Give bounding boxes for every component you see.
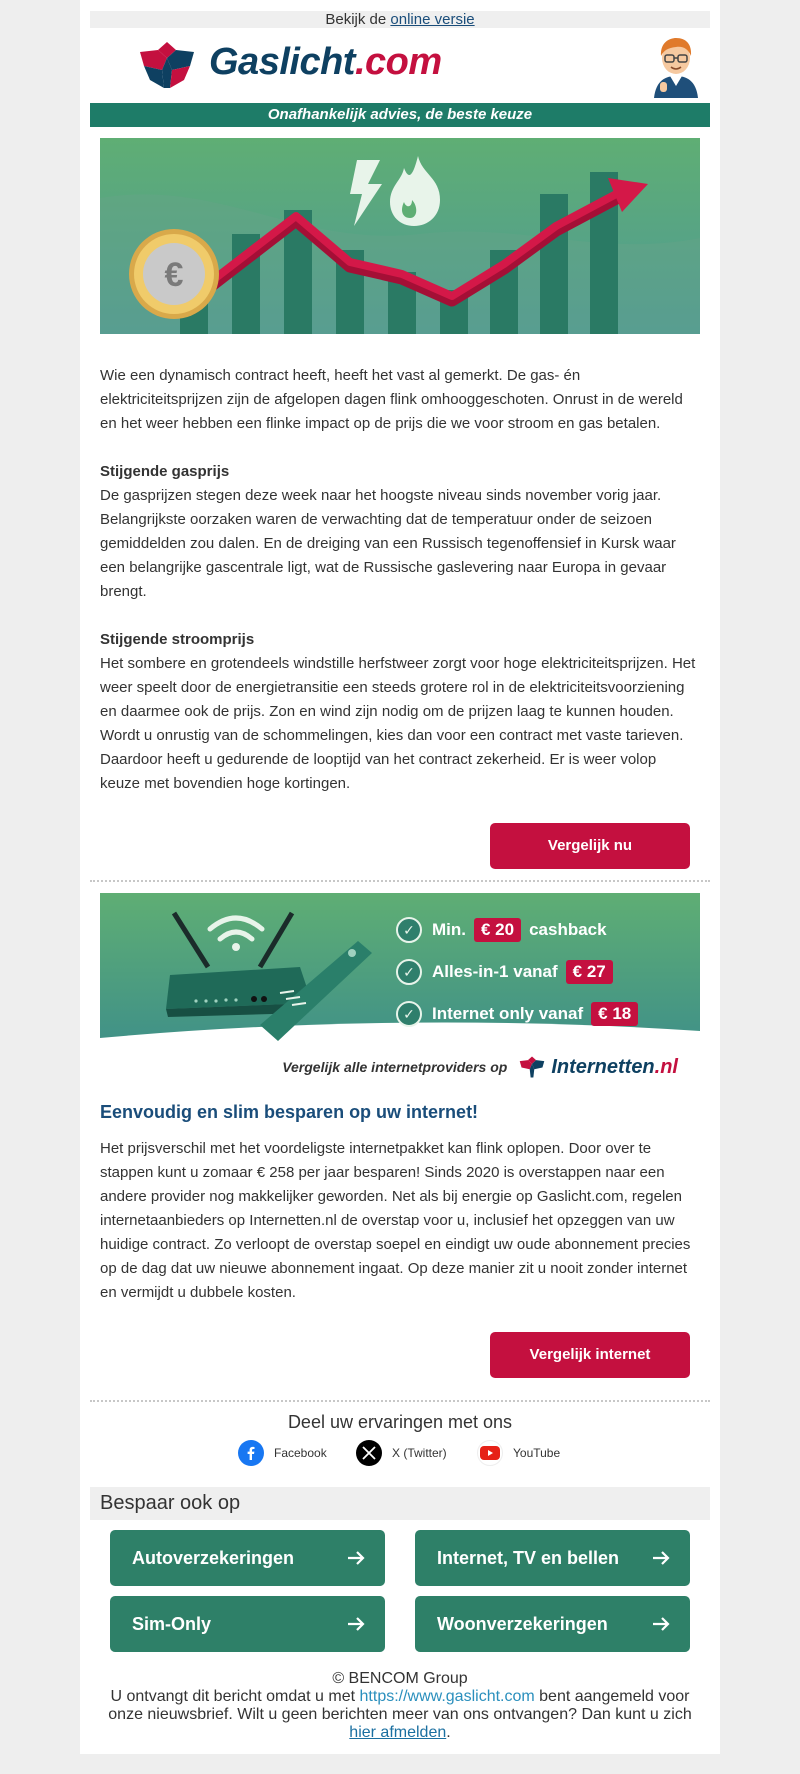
internetten-footer: [282, 1053, 678, 1081]
internet-promo-banner[interactable]: [100, 893, 700, 1085]
internetten-name: Internetten: [551, 1055, 655, 1078]
facebook-icon: [238, 1440, 264, 1466]
email-container: [80, 0, 720, 1754]
power-paragraph: Het sombere en grotendeels windstille herfstweer zorgt voor hoge elektriciteitsprijzen. Het weer speelt door de energietransitie een steeds grotere rol in de elektriciteitsvoorziening en daarmee ook de prijs. Zon en wind zijn nodig om de prijzen laag te kunnen houden. Wordt u onrustig van de schommelingen, kies dan voor een contract met vaste tarieven. Daardoor heeft u gedurende de looptijd van het contract zekerheid. Er is weer volop keuze met bovendien hoge kortingen.: [100, 655, 696, 792]
logo-wordmark: [209, 36, 442, 88]
internet-paragraph: Het prijsverschil met het voordeligste internetpakket kan flink oplopen. Door over te stappen kunt u zomaar € 258 per jaar besparen! Sinds 2020 is overstappen naar een andere provider nog makkelijker geworden. Net als bij energie op Gaslicht.com, regelen internetaanbieders op Internetten.nl de overstap voor u, inclusief het opzeggen van uw huidige contract. Zo verloopt de overstap soepel en eindigt uw oude abonnement precies op de dag dat uw nieuwe abonnement ingaat. Op deze manier zit u nooit zonder internet en vermijdt u dubbele kosten.: [100, 1140, 691, 1301]
arrow-right-icon: [347, 1549, 365, 1567]
site-url: https://www.gaslicht.com: [359, 1688, 535, 1705]
offer-price: € 18: [591, 1002, 638, 1026]
section-divider: [90, 1400, 710, 1402]
offer-suffix: cashback: [529, 920, 607, 939]
gas-paragraph: De gasprijzen stegen deze week naar het hoogste niveau sinds november vorig jaar. Belangrijkste oorzaken waren de verwachting dat de temperatuur onder de seizoen gemiddelden zou dalen. En de dreiging van een Russisch tegenoffensief in Kursk waar een belangrijke gascentrale ligt, wat de Russische gaslevering naar Europa in gevaar brengt.: [100, 487, 676, 600]
flame-logo-icon: [134, 36, 200, 94]
logo-domain: .com: [354, 41, 442, 83]
logo-name: Gaslicht: [209, 41, 355, 83]
facebook-link[interactable]: [238, 1440, 327, 1466]
compare-internet-button[interactable]: Vergelijk internet: [490, 1332, 690, 1378]
tile-woonverzekeringen[interactable]: [415, 1596, 690, 1652]
checkmark-icon: ✓: [396, 959, 422, 985]
tile-sim-only[interactable]: [110, 1596, 385, 1652]
compare-energy-button[interactable]: Vergelijk nu: [490, 823, 690, 869]
twitter-link[interactable]: [356, 1440, 447, 1466]
section-divider: [90, 880, 710, 882]
internetten-cta-text: Vergelijk alle internetproviders op: [282, 1059, 508, 1075]
internetten-domain: .nl: [654, 1055, 678, 1078]
copyright: © BENCOM Group: [332, 1670, 468, 1687]
tagline-bar: Onafhankelijk advies, de beste keuze: [90, 103, 710, 127]
checkmark-icon: ✓: [396, 917, 422, 943]
arrow-right-icon: [652, 1549, 670, 1567]
tile-internet-tv-bellen[interactable]: [415, 1530, 690, 1586]
arrow-right-icon: [347, 1615, 365, 1633]
checkmark-icon: ✓: [396, 1001, 422, 1027]
intro-paragraph: Wie een dynamisch contract heeft, heeft het vast al gemerkt. De gas- én elektriciteitsprijzen zijn de afgelopen dagen flink omhooggeschoten. Onrust in de wereld en het weer hebben een flinke impact op de prijs die we voor stroom en gas betalen.: [100, 367, 683, 432]
offer-price: € 27: [566, 960, 613, 984]
offer-item: [396, 951, 696, 993]
tile-label: Autoverzekeringen: [132, 1548, 295, 1568]
footer-notice: [100, 1688, 700, 1742]
tile-autoverzekeringen[interactable]: [110, 1530, 385, 1586]
arrow-right-icon: [652, 1615, 670, 1633]
offer-price: € 20: [474, 918, 521, 942]
tile-label: Woonverzekeringen: [437, 1614, 608, 1634]
offer-label: Internet only vanaf: [432, 1004, 584, 1023]
youtube-icon: [477, 1440, 503, 1466]
offer-item: [396, 993, 696, 1035]
offer-label: Alles-in-1 vanaf: [432, 962, 558, 981]
online-version-bar: [90, 11, 710, 28]
internet-heading: Eenvoudig en slim besparen op uw internet!: [100, 1102, 479, 1122]
offer-list: [396, 909, 696, 1035]
tile-label: Internet, TV en bellen: [437, 1548, 620, 1568]
online-version-link[interactable]: online versie: [390, 11, 475, 28]
footer: [100, 1670, 700, 1742]
unsubscribe-link[interactable]: hier afmelden: [349, 1724, 447, 1741]
facebook-label: Facebook: [274, 1446, 327, 1460]
euro-coin-symbol: €: [164, 256, 184, 294]
power-heading: Stijgende stroomprijs: [100, 631, 255, 648]
notice-end: .: [446, 1724, 451, 1741]
energy-price-hero-image: [100, 138, 700, 334]
online-version-prefix: Bekijk de: [325, 11, 387, 28]
twitter-label: X (Twitter): [392, 1446, 447, 1460]
share-heading: Deel uw ervaringen met ons: [287, 1412, 513, 1432]
gas-section: [100, 460, 700, 604]
save-more-heading: Bespaar ook op: [90, 1487, 710, 1520]
offer-item: [396, 909, 696, 951]
tile-label: Sim-Only: [132, 1614, 212, 1634]
notice-prefix: U ontvangt dit bericht omdat u met: [110, 1688, 356, 1705]
x-twitter-icon: [356, 1440, 382, 1466]
notice-suffix: bent aangemeld voor onze nieuwsbrief. Wilt u geen berichten meer van ons ontvangen? Dan kunt u zich: [108, 1688, 692, 1723]
youtube-label: YouTube: [513, 1446, 561, 1460]
power-section: [100, 628, 700, 796]
gas-heading: Stijgende gasprijs: [100, 463, 230, 480]
internetten-wordmark: [551, 1056, 678, 1079]
mascot-avatar: [648, 34, 704, 98]
youtube-link[interactable]: [477, 1440, 560, 1466]
internetten-logo-icon: [517, 1053, 547, 1081]
gaslicht-logo[interactable]: [134, 36, 454, 96]
offer-label: Min.: [432, 920, 466, 939]
